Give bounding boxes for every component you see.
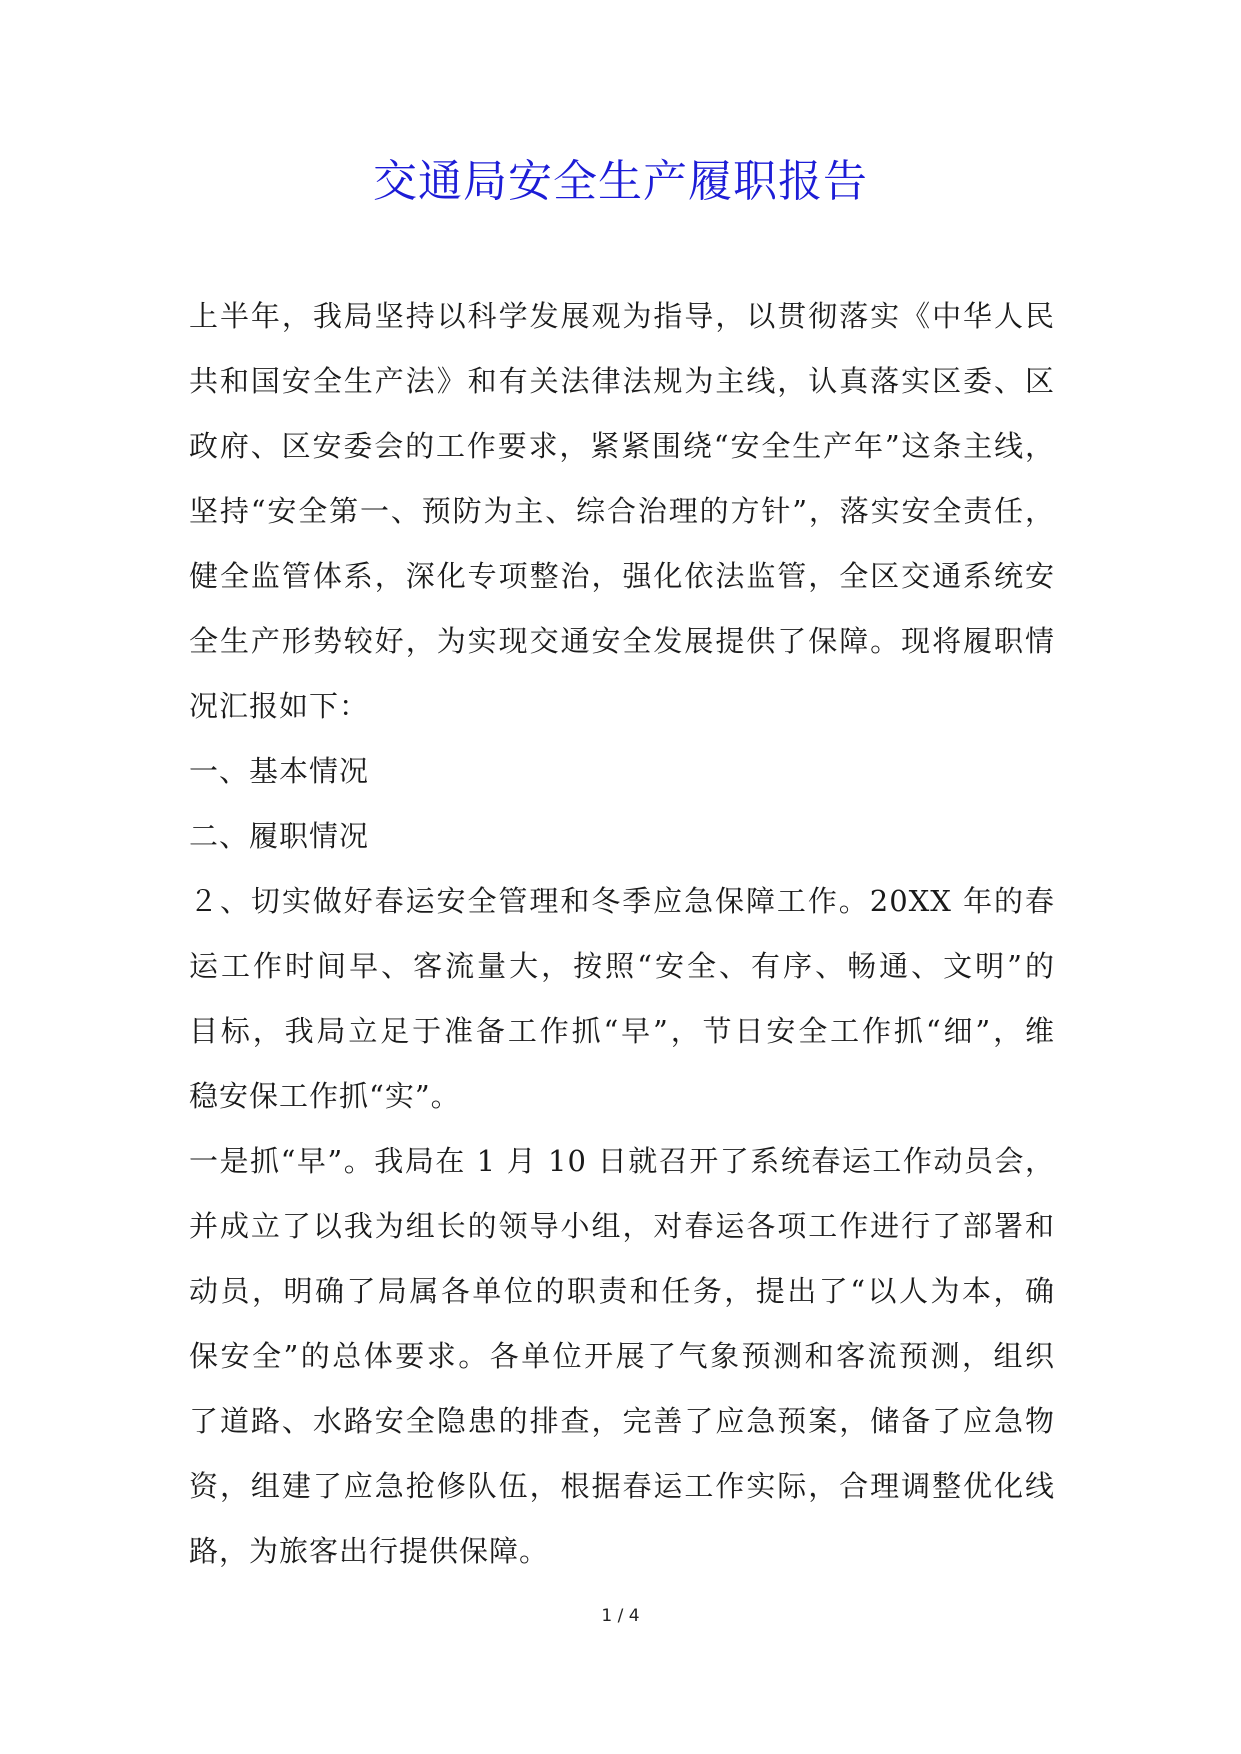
body-line: 一、基本情况 [189, 754, 370, 788]
body-line: 稳安保工作抓“实”。 [189, 1079, 461, 1113]
document-title: 交通局安全生产履职报告 [373, 156, 868, 207]
body-line: 共和国安全生产法》和有关法律法规为主线，认真落实区委、区 [189, 364, 1055, 398]
page-number: 1 / 4 [601, 1606, 640, 1626]
body-line: 了道路、水路安全隐患的排查，完善了应急预案，储备了应急物 [189, 1404, 1055, 1438]
body-line: 路，为旅客出行提供保障。 [189, 1534, 550, 1568]
body-line: 健全监管体系，深化专项整治，强化依法监管，全区交通系统安 [189, 559, 1055, 593]
body-line: 运工作时间早、客流量大，按照“安全、有序、畅通、文明”的 [189, 949, 1055, 983]
body-line: 一是抓“早”。我局在 1 月 10 日就召开了系统春运工作动员会， [189, 1144, 1055, 1178]
body-line: 动员，明确了局属各单位的职责和任务，提出了“以人为本，确 [189, 1274, 1055, 1308]
body-line: 二、履职情况 [189, 819, 370, 853]
body-line: 保安全”的总体要求。各单位开展了气象预测和客流预测，组织 [189, 1339, 1055, 1373]
body-line: ２、切实做好春运安全管理和冬季应急保障工作。20XX 年的春 [189, 884, 1055, 918]
body-line: 目标，我局立足于准备工作抓“早”，节日安全工作抓“细”，维 [189, 1014, 1055, 1048]
body-line: 全生产形势较好，为实现交通安全发展提供了保障。现将履职情 [189, 624, 1055, 658]
body-line: 上半年，我局坚持以科学发展观为指导，以贯彻落实《中华人民 [189, 299, 1055, 333]
body-line: 况汇报如下： [189, 689, 370, 723]
body-line: 政府、区安委会的工作要求，紧紧围绕“安全生产年”这条主线， [189, 429, 1055, 463]
body-line: 坚持“安全第一、预防为主、综合治理的方针”，落实安全责任， [189, 494, 1055, 528]
body-line: 资，组建了应急抢修队伍，根据春运工作实际，合理调整优化线 [189, 1469, 1055, 1503]
document-body [189, 284, 1055, 1584]
body-line: 并成立了以我为组长的领导小组，对春运各项工作进行了部署和 [189, 1209, 1055, 1243]
